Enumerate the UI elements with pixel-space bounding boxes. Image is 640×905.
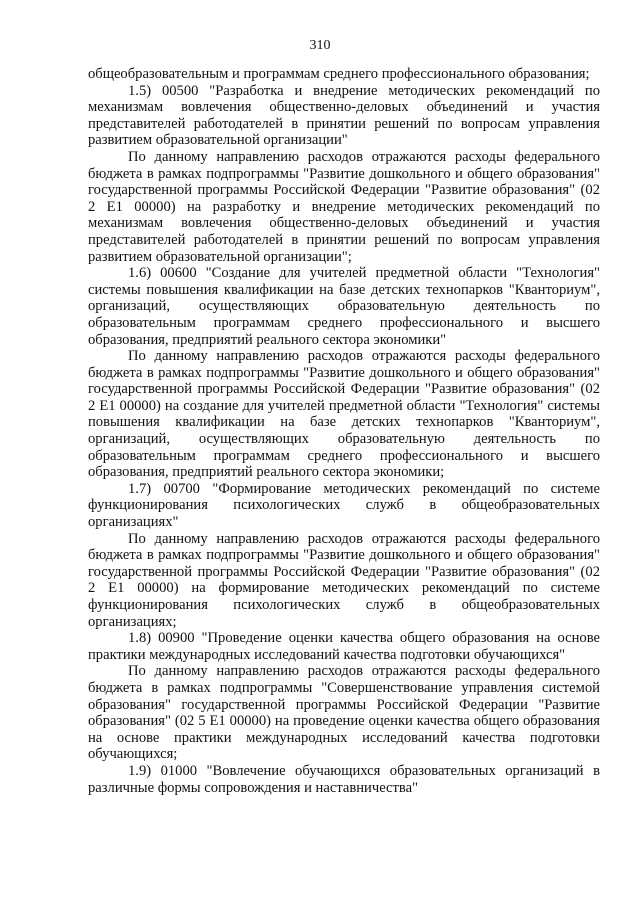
paragraph-item-1-7: 1.7) 00700 "Формирование методических рекомендаций по системе функционирования психологических служб в общеобразовательных организациях" xyxy=(88,480,600,531)
paragraph-item-1-5: 1.5) 00500 "Разработка и внедрение методических рекомендаций по механизмам вовлечения общественно-деловых объединений и участия представителей работодателей в принятии решений по вопросам управления развитием образовательной организации" xyxy=(88,82,600,149)
paragraph-description-1-7: По данному направлению расходов отражаются расходы федерального бюджета в рамках подпрограммы "Развитие дошкольного и общего образования" государственной программы Российской Федерации "Развитие образования" (02 2 E1 00000) на формирование методических рекомендаций по системе функционирования психологических служб в общеобразовательных организациях; xyxy=(88,530,600,630)
paragraph-description-1-8: По данному направлению расходов отражаются расходы федерального бюджета в рамках подпрограммы "Совершенствование управления системой образования" государственной программы Российской Федерации "Развитие образования" (02 5 E1 00000) на проведение оценки качества общего образования на основе практики международных исследований качества подготовки обучающихся; xyxy=(88,663,600,763)
paragraph-item-1-8: 1.8) 00900 "Проведение оценки качества общего образования на основе практики международных исследований качества подготовки обучающихся" xyxy=(88,630,600,663)
paragraph-continuation: общеобразовательным и программам среднего профессионального образования; xyxy=(88,66,590,82)
paragraph-item-1-9: 1.9) 01000 "Вовлечение обучающихся образовательных организаций в различные формы сопровождения и наставничества" xyxy=(88,762,600,796)
document-body xyxy=(88,66,600,796)
paragraph-item-1-6: 1.6) 00600 "Создание для учителей предметной области "Технология" системы повышения квалификации на базе детских технопарков "Кванториум", организаций, осуществляющих образовательную деятельность по образовательным программам среднего профессионального и высшего образования, предприятий реального сектора экономики" xyxy=(88,265,600,348)
paragraph-description-1-6: По данному направлению расходов отражаются расходы федерального бюджета в рамках подпрограммы "Развитие дошкольного и общего образования" государственной программы Российской Федерации "Развитие образования" (02 2 E1 00000) на создание для учителей предметной области "Технология" системы повышения квалификации на базе детских технопарков "Кванториум", организаций, осуществляющих образовательную деятельность по образовательным программам среднего профессионального и высшего образования, предприятий реального сектора экономики; xyxy=(88,348,600,481)
page-number: 310 xyxy=(309,38,331,53)
paragraph-description-1-5: По данному направлению расходов отражаются расходы федерального бюджета в рамках подпрограммы "Развитие дошкольного и общего образования" государственной программы Российской Федерации "Развитие образования" (02 2 E1 00000) на разработку и внедрение методических рекомендаций по механизмам вовлечения общественно-деловых объединений и участия представителей работодателей в принятии решений по вопросам управления развитием образовательной организации"; xyxy=(88,148,600,265)
